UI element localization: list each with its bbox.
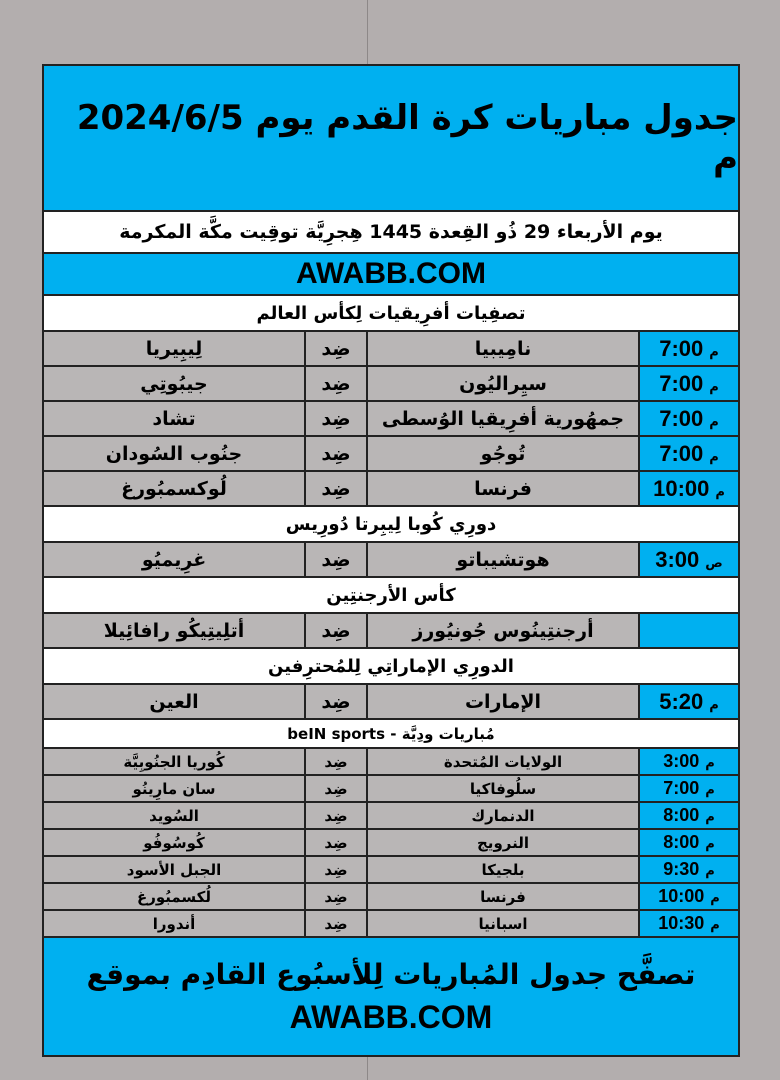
time-group — [659, 689, 719, 715]
time-group — [659, 371, 719, 397]
match-row — [44, 749, 738, 776]
match-schedule-sheet — [42, 64, 740, 1057]
match-row — [44, 614, 738, 649]
match-time: 10:00 — [653, 475, 710, 501]
match-row — [44, 911, 738, 938]
match-time-cell — [638, 830, 738, 855]
match-time: 5:20 — [659, 688, 704, 714]
schedule-title: جدول مباريات كرة القدم يوم 2024/6/5 م — [44, 66, 738, 212]
match-time-cell — [638, 402, 738, 435]
time-group — [663, 805, 715, 826]
time-group — [655, 547, 723, 573]
away-team: سان مارِينُو — [44, 776, 304, 801]
match-row — [44, 803, 738, 830]
home-team: جمهُورية أفرِيقيا الوُسطى — [366, 402, 638, 435]
match-time-cell — [638, 472, 738, 505]
footer-text: تصفَّح جدول المُباريات لِلأسبُوع القادِم بموقع — [86, 957, 696, 991]
am-pm-label: م — [705, 783, 715, 798]
match-time: 7:00 — [659, 440, 704, 466]
time-group — [653, 476, 725, 502]
home-team: هوتشيباتو — [366, 543, 638, 576]
time-group — [659, 336, 719, 362]
match-time-cell — [638, 367, 738, 400]
footer-banner — [44, 938, 738, 1055]
match-row — [44, 857, 738, 884]
versus-label: ضِد — [304, 437, 366, 470]
home-team: الدنمارك — [366, 803, 638, 828]
match-row — [44, 367, 738, 402]
match-time-cell — [638, 749, 738, 774]
match-time: 10:30 — [658, 913, 705, 933]
home-team: الإمارات — [366, 685, 638, 718]
time-group — [659, 406, 719, 432]
match-time: 7:00 — [659, 405, 704, 431]
time-group — [658, 886, 720, 907]
time-group — [658, 913, 720, 934]
away-team: لُوكسمبُورغ — [44, 472, 304, 505]
match-time: 7:00 — [659, 335, 704, 361]
am-pm-label: م — [709, 697, 719, 713]
match-row — [44, 685, 738, 720]
versus-label: ضِد — [304, 884, 366, 909]
section-header: تصفِيات أفرِيقيات لِكأس العالم — [44, 296, 738, 332]
time-group — [663, 751, 715, 772]
match-time-cell — [638, 857, 738, 882]
away-team: العين — [44, 685, 304, 718]
match-time: 8:00 — [663, 805, 700, 825]
match-row — [44, 332, 738, 367]
section-header: كأس الأرجنتِين — [44, 578, 738, 614]
versus-label: ضِد — [304, 367, 366, 400]
versus-label: ضِد — [304, 857, 366, 882]
versus-label: ضِد — [304, 402, 366, 435]
match-time: 10:00 — [658, 886, 705, 906]
away-team: لُكسمبُورغ — [44, 884, 304, 909]
match-time-cell — [638, 614, 738, 647]
hijri-date-line: يوم الأربعاء 29 ذُو القِعدة 1445 هِجرِيَّة توقِيت مكَّة المكرمة — [44, 212, 738, 254]
home-team: أرجنتِينُوس جُونيُورز — [366, 614, 638, 647]
match-time: 7:00 — [659, 370, 704, 396]
away-team: كُوسُوفُو — [44, 830, 304, 855]
am-pm-label: م — [705, 837, 715, 852]
match-time-cell — [638, 884, 738, 909]
section-header: دورِي كُوبا لِيبِرتا دُورِيس — [44, 507, 738, 543]
am-pm-label: م — [705, 864, 715, 879]
match-time: 7:00 — [663, 778, 700, 798]
away-team: جيبُوتِي — [44, 367, 304, 400]
away-team: غرِيميُو — [44, 543, 304, 576]
versus-label: ضِد — [304, 830, 366, 855]
match-time: 3:00 — [655, 546, 700, 572]
match-time-cell — [638, 803, 738, 828]
match-row — [44, 830, 738, 857]
match-time-cell — [638, 437, 738, 470]
match-time-cell — [638, 685, 738, 718]
away-team: أندورا — [44, 911, 304, 936]
match-row — [44, 437, 738, 472]
match-time: 3:00 — [663, 751, 700, 771]
time-group — [663, 859, 715, 880]
am-pm-label: م — [709, 414, 719, 430]
home-team: النرويج — [366, 830, 638, 855]
match-time-cell — [638, 776, 738, 801]
section-header: الدورِي الإماراتِي لِلمُحترِفين — [44, 649, 738, 685]
time-group — [663, 778, 715, 799]
section-header: مُباريات ودِيَّة - beIN sports — [44, 720, 738, 749]
match-row — [44, 543, 738, 578]
am-pm-label: م — [709, 344, 719, 360]
home-team: الولايات المُتحدة — [366, 749, 638, 774]
match-time-cell — [638, 543, 738, 576]
am-pm-label: م — [709, 449, 719, 465]
away-team: تشاد — [44, 402, 304, 435]
home-team: سيِراليُون — [366, 367, 638, 400]
am-pm-label: م — [709, 379, 719, 395]
versus-label: ضِد — [304, 776, 366, 801]
home-team: بلجيكا — [366, 857, 638, 882]
match-row — [44, 884, 738, 911]
am-pm-label: ص — [705, 555, 723, 571]
am-pm-label: م — [710, 891, 720, 906]
home-team: سلُوفاكيا — [366, 776, 638, 801]
match-time-cell — [638, 911, 738, 936]
home-team: تُوجُو — [366, 437, 638, 470]
am-pm-label: م — [705, 810, 715, 825]
versus-label: ضِد — [304, 911, 366, 936]
home-team: فرنسا — [366, 884, 638, 909]
time-group — [663, 832, 715, 853]
away-team: أتلِيتِيكُو رافائِيلا — [44, 614, 304, 647]
match-time: 9:30 — [663, 859, 700, 879]
away-team: الجبل الأسود — [44, 857, 304, 882]
am-pm-label: م — [710, 918, 720, 933]
footer-site: AWABB.COM — [289, 998, 493, 1035]
versus-label: ضِد — [304, 614, 366, 647]
am-pm-label: م — [705, 756, 715, 771]
home-team: نامِيبيا — [366, 332, 638, 365]
match-row — [44, 402, 738, 437]
home-team: فرنسا — [366, 472, 638, 505]
away-team: لِيبِيريا — [44, 332, 304, 365]
away-team: كُوريا الجنُوبِيَّة — [44, 749, 304, 774]
match-row — [44, 472, 738, 507]
match-row — [44, 776, 738, 803]
versus-label: ضِد — [304, 472, 366, 505]
away-team: السُويد — [44, 803, 304, 828]
versus-label: ضِد — [304, 332, 366, 365]
versus-label: ضِد — [304, 803, 366, 828]
away-team: جنُوب السُودان — [44, 437, 304, 470]
versus-label: ضِد — [304, 543, 366, 576]
match-time: 8:00 — [663, 832, 700, 852]
home-team: اسبانيا — [366, 911, 638, 936]
sections-container — [44, 296, 738, 938]
versus-label: ضِد — [304, 685, 366, 718]
time-group — [659, 441, 719, 467]
am-pm-label: م — [715, 484, 725, 500]
site-banner: AWABB.COM — [44, 254, 738, 296]
match-time-cell — [638, 332, 738, 365]
versus-label: ضِد — [304, 749, 366, 774]
